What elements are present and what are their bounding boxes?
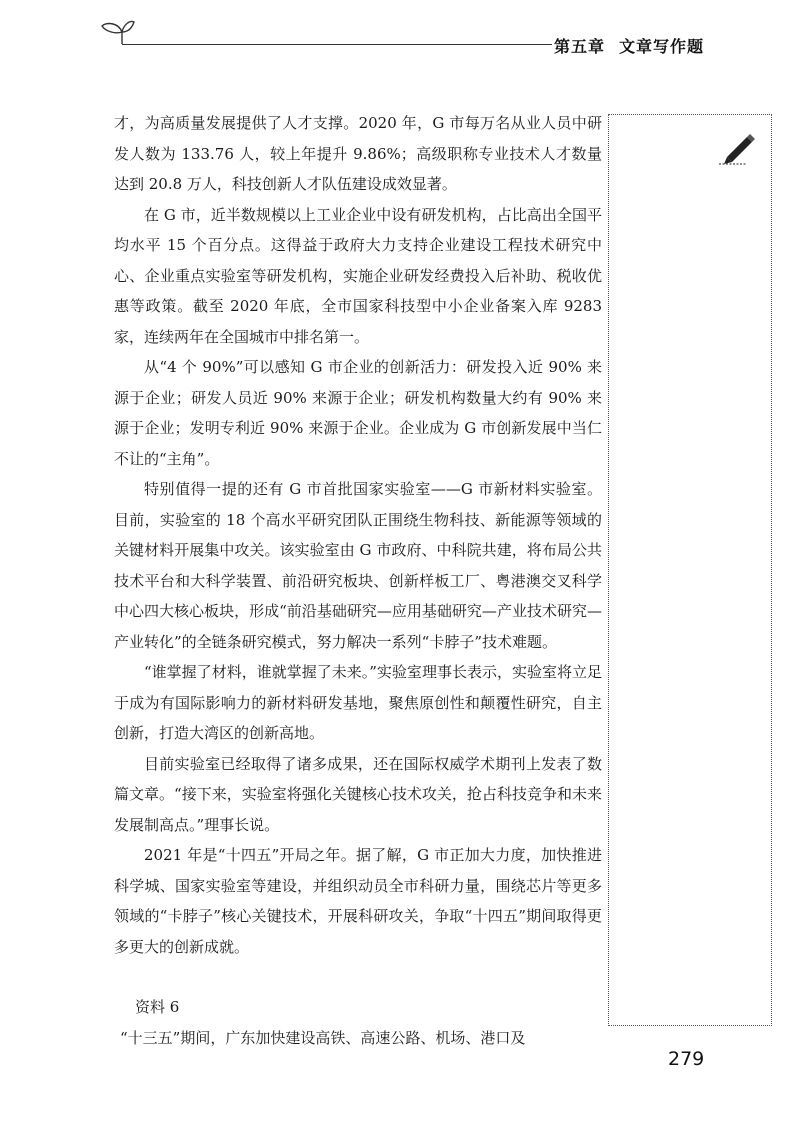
- pencil-icon: [717, 129, 757, 165]
- paragraph: 从“4 个 90%”可以感知 G 市企业的创新活力：研发投入近 90% 来源于企业；研发人员近 90% 来源于企业；研发机构数量大约有 90% 来源于企业；发明专利近 90% 来源于企业。企业成为 G 市创新发展中当仁不让的“主角”。: [114, 358, 602, 468]
- page-header: [0, 0, 800, 70]
- notes-margin-box: [608, 114, 772, 1026]
- body-text: [114, 108, 602, 1053]
- paragraph: 才，为高质量发展提供了人才支撑。2020 年，G 市每万名从业人员中研发人数为 133.76 人，较上年提升 9.86%；高级职称专业技术人才数量达到 20.8 万人，科技创新人才队伍建设成效显著。: [114, 114, 602, 193]
- section-label: 资料 6: [135, 998, 180, 1016]
- paragraph: 2021 年是“十四五”开局之年。据了解，G 市正加大力度，加快推进科学城、国家实验室等建设，并组织动员全市科研力量，围绕芯片等更多领域的“卡脖子”核心关键技术，开展科研攻关，争取“十四五”期间取得更多更大的创新成就。: [114, 846, 602, 956]
- header-rule: [122, 44, 552, 45]
- page-number: 279: [668, 1048, 705, 1070]
- chapter-number: 第五章: [553, 37, 605, 56]
- paragraph: “十三五”期间，广东加快建设高铁、高速公路、机场、港口及: [120, 1028, 526, 1047]
- paragraph: 目前实验室已经取得了诸多成果，还在国际权威学术期刊上发表了数篇文章。“接下来，实验室将强化关键核心技术攻关，抢占科技竞争和未来发展制高点。”理事长说。: [114, 754, 602, 834]
- paragraph: 特别值得一提的还有 G 市首批国家实验室——G 市新材料实验室。目前，实验室的 18 个高水平研究团队正围绕生物科技、新能源等领域的关键材料开展集中攻关。该实验室由 G 市政府、中科院共建，将布局公共技术平台和大科学装置、前沿研究板块、创新样板工厂、粤港澳交叉科学中心四大核心板块，形成“前沿基础研究—应用基础研究—产业技术研究—产业转化”的全链条研究模式，努力解决一系列“卡脖子”技术难题。: [114, 480, 602, 651]
- paragraph: “谁掌握了材料，谁就掌握了未来。”实验室理事长表示，实验室将立足于成为有国际影响力的新材料研发基地，聚焦原创性和颠覆性研究，自主创新，打造大湾区的创新高地。: [114, 663, 602, 742]
- chapter-title: [554, 34, 704, 57]
- paragraph: 在 G 市，近半数规模以上工业企业中设有研发机构，占比高出全国平均水平 15 个百分点。这得益于政府大力支持企业建设工程技术研究中心、企业重点实验室等研发机构，实施企业研发经费投入后补助、税收优惠等政策。截至 2020 年底，全市国家科技型中小企业备案入库 9283 家，连续两年在全国城市中排名第一。: [114, 205, 602, 346]
- sprout-icon: [96, 14, 136, 46]
- chapter-name: 文章写作题: [618, 37, 704, 56]
